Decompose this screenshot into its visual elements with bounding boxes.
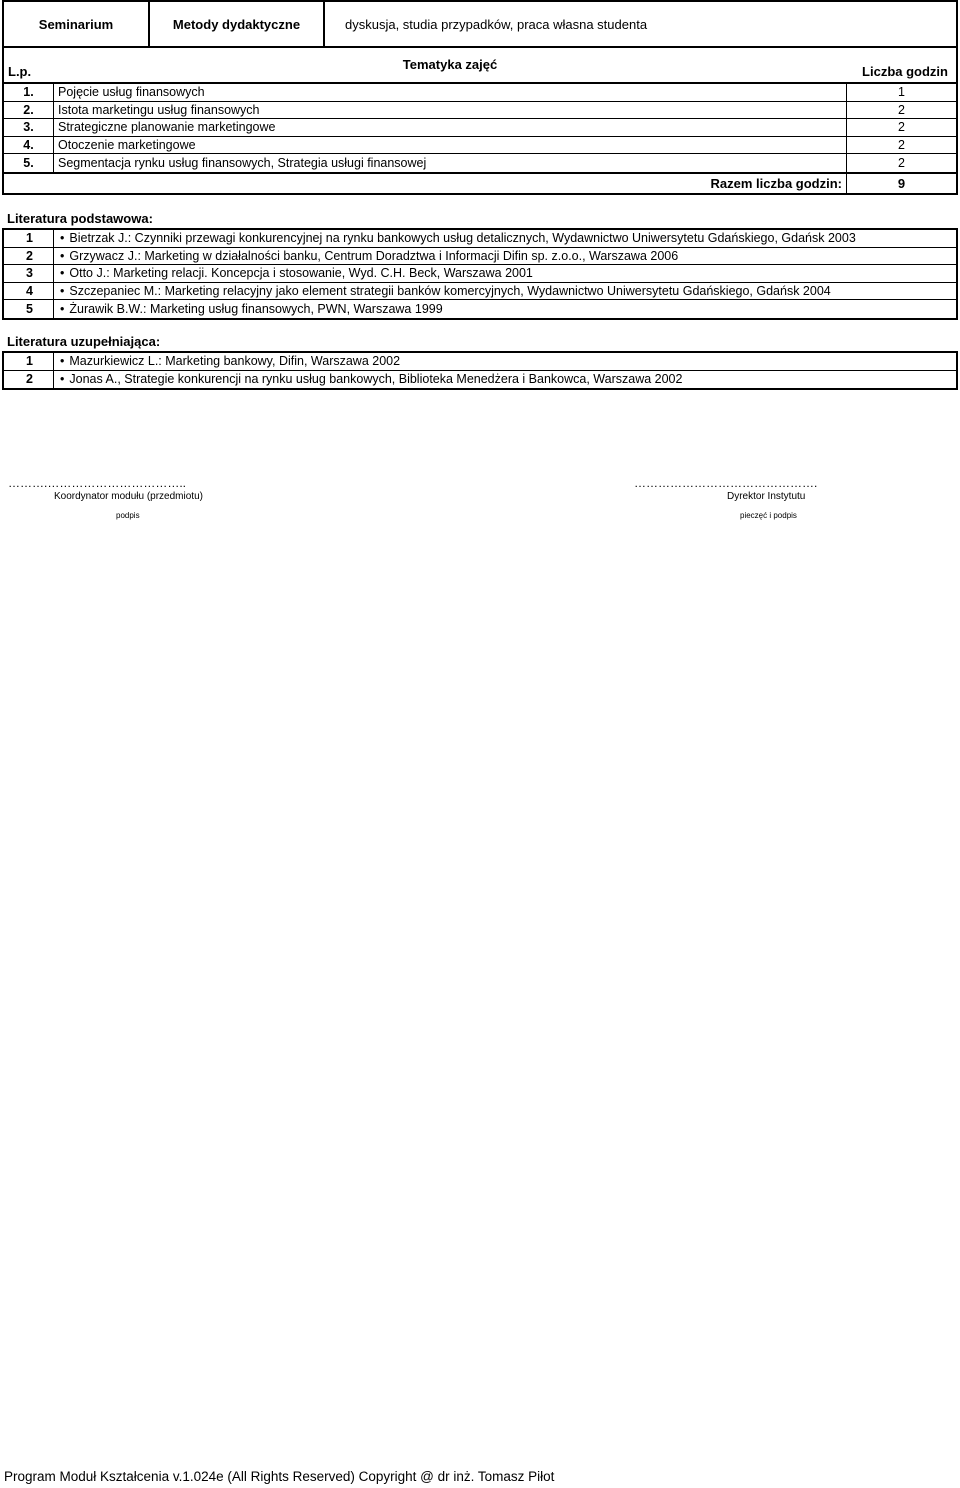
- basic-literature-table: [2, 228, 958, 320]
- item-number: 5: [4, 300, 54, 318]
- list-item: [4, 248, 956, 266]
- col-lp: L.p.: [8, 63, 32, 79]
- bullet-icon: •: [60, 301, 65, 316]
- table-row: [4, 119, 956, 137]
- table-row: [4, 84, 956, 102]
- list-item: [4, 371, 956, 389]
- row-number: 1.: [4, 84, 54, 101]
- coordinator-signature-line: ……….……………………………..: [8, 476, 187, 490]
- row-hours: 1: [898, 85, 905, 100]
- row-topic: Istota marketingu usług finansowych: [54, 102, 847, 119]
- row-topic: Pojęcie usług finansowych: [54, 84, 847, 101]
- bullet-icon: •: [60, 231, 65, 246]
- row-hours: 2: [898, 155, 905, 170]
- bullet-icon: •: [60, 266, 65, 281]
- col-hours: Liczba godzin: [862, 63, 948, 79]
- copyright-footer: Program Moduł Kształcenia v.1.024e (All Rights Reserved) Copyright @ dr inż. Tomasz Piłot: [4, 1469, 555, 1484]
- director-label: Dyrektor Instytutu: [727, 491, 806, 502]
- row-number: 4.: [4, 137, 54, 154]
- methods-label: Metody dydaktyczne: [150, 2, 325, 46]
- coordinator-sub: podpis: [116, 511, 140, 520]
- bullet-icon: •: [60, 248, 65, 263]
- table-row: [4, 154, 956, 172]
- bullet-icon: •: [60, 372, 65, 387]
- basic-literature-title: Literatura podstawowa:: [7, 211, 153, 226]
- item-text: Jonas A., Strategie konkurencji na rynku usług bankowych, Biblioteka Menedżera i Bankowca, Warszawa 2002: [69, 372, 683, 387]
- list-item: [4, 265, 956, 283]
- item-number: 1: [4, 230, 54, 247]
- director-signature-line: ……………………………………….: [634, 476, 818, 490]
- total-value: 9: [897, 176, 906, 191]
- supplementary-literature-title: Literatura uzupełniająca:: [7, 334, 161, 349]
- bullet-icon: •: [60, 354, 65, 369]
- topics-table: [2, 48, 958, 174]
- item-text: Bietrzak J.: Czynniki przewagi konkurencyjnej na rynku bankowych usług detalicznych, Wydawnictwo Uniwersytetu Gdańskiego, Gdańsk 2003: [69, 231, 856, 246]
- item-number: 3: [4, 265, 54, 282]
- bullet-icon: •: [60, 283, 65, 298]
- form-cell: Seminarium: [4, 2, 150, 46]
- item-number: 2: [4, 248, 54, 265]
- row-hours: 2: [898, 102, 905, 117]
- total-hours-row: [2, 172, 958, 195]
- row-topic: Strategiczne planowanie marketingowe: [54, 119, 847, 136]
- item-text: Szczepaniec M.: Marketing relacyjny jako element strategii banków komercyjnych, Wydawnictwo Uniwersytetu Gdańskiego, Gdańsk 2004: [69, 283, 831, 298]
- list-item: [4, 283, 956, 301]
- table-row: [4, 137, 956, 155]
- row-hours: 2: [898, 120, 905, 135]
- total-label: Razem liczba godzin:: [4, 174, 847, 193]
- row-hours: 2: [898, 137, 905, 152]
- list-item: [4, 230, 956, 248]
- row-number: 3.: [4, 119, 54, 136]
- item-text: Grzywacz J.: Marketing w działalności banku, Centrum Doradztwa i Informacji Difin sp. z.o.o., Warszawa 2006: [69, 248, 679, 263]
- list-item: [4, 300, 956, 318]
- module-header-row: [2, 0, 958, 48]
- row-number: 5.: [4, 154, 54, 172]
- coordinator-label: Koordynator modułu (przedmiotu): [54, 491, 203, 502]
- item-text: Żurawik B.W.: Marketing usług finansowych, PWN, Warszawa 1999: [69, 301, 443, 316]
- item-number: 2: [4, 371, 54, 389]
- list-item: [4, 353, 956, 371]
- row-topic: Otoczenie marketingowe: [54, 137, 847, 154]
- item-text: Otto J.: Marketing relacji. Koncepcja i stosowanie, Wyd. C.H. Beck, Warszawa 2001: [69, 266, 533, 281]
- topics-header: [4, 48, 956, 84]
- supplementary-literature-table: [2, 351, 958, 390]
- row-number: 2.: [4, 102, 54, 119]
- table-row: [4, 102, 956, 120]
- row-topic: Segmentacja rynku usług finansowych, Strategia usługi finansowej: [54, 154, 847, 172]
- item-text: Mazurkiewicz L.: Marketing bankowy, Difin, Warszawa 2002: [69, 354, 401, 369]
- col-topic: Tematyka zajęć: [402, 56, 498, 72]
- item-number: 4: [4, 283, 54, 300]
- methods-value: dyskusja, studia przypadków, praca własna studenta: [345, 16, 648, 32]
- item-number: 1: [4, 353, 54, 370]
- director-sub: pieczęć i podpis: [740, 511, 797, 520]
